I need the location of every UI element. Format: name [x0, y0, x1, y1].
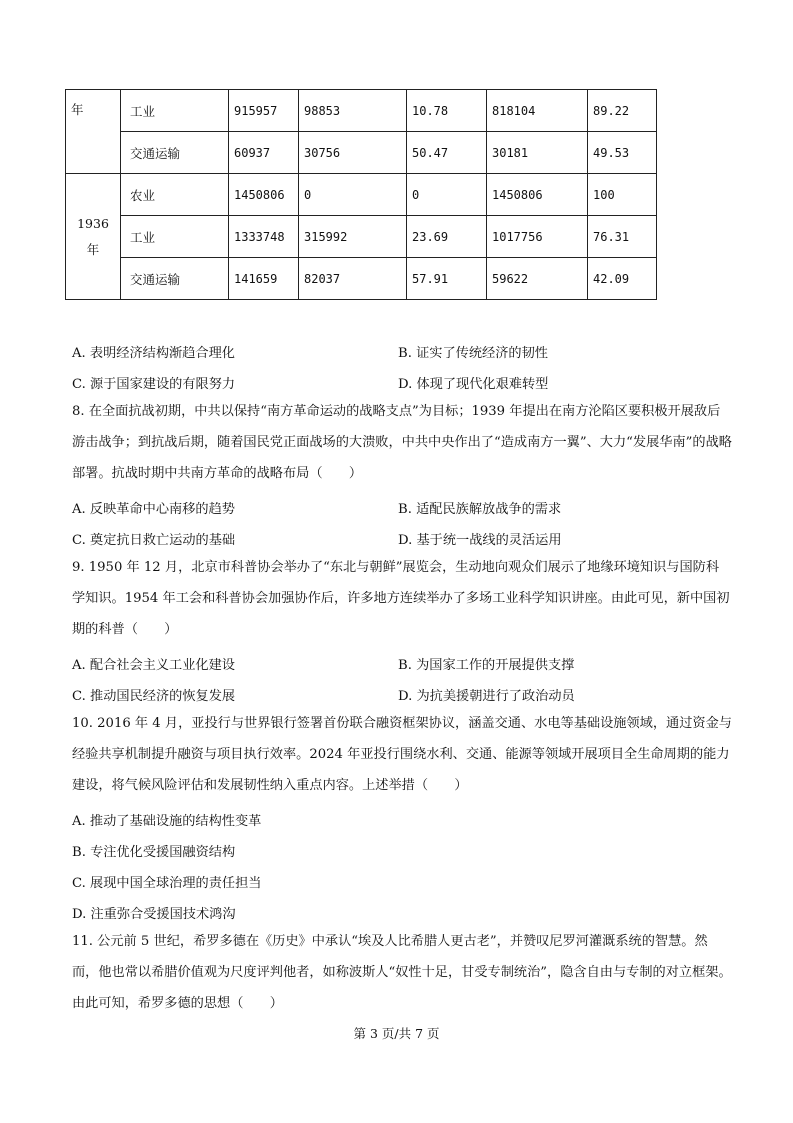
q8-option-a: A. 反映革命中心南移的趋势	[72, 502, 235, 517]
q8-stem: 8. 在全面抗战初期，中共以保持“南方革命运动的战略支点”为目标；1939 年提出在南方沦陷区要积极开展敌后游击战争；到抗战后期，随着国民党正面战场的大溃败，中共中央作出了“造成南方一翼”、大力“发展华南”的战略部署。抗战时期中共南方革命的战略布局（ ）	[72, 404, 732, 481]
q7-option-c: C. 源于国家建设的有限努力	[72, 377, 236, 392]
table-row	[66, 174, 657, 216]
value-cell: 50.47	[407, 132, 487, 174]
value-cell: 89.22	[588, 90, 657, 132]
value-cell: 98853	[299, 90, 407, 132]
page-number-footer: 第 3 页/共 7 页	[353, 1026, 440, 1041]
year-cell: 年	[66, 90, 121, 174]
value-cell: 82037	[299, 258, 407, 300]
q7-option-d: D. 体现了现代化艰难转型	[398, 377, 549, 392]
value-cell: 0	[299, 174, 407, 216]
value-cell: 1017756	[487, 216, 588, 258]
value-cell: 23.69	[407, 216, 487, 258]
q10-option-c: C. 展现中国全球治理的责任担当	[72, 876, 262, 891]
q10-stem: 10. 2016 年 4 月，亚投行与世界银行签署首份联合融资框架协议，涵盖交通、水电等基础设施领域，通过资金与经验共享机制提升融资与项目执行效率。2024 年亚投行围绕水利、交通、能源等领域开展项目全生命周期的能力建设，将气候风险评估和发展韧性纳入重点内容。上述举措（ ）	[72, 716, 732, 793]
value-cell: 1450806	[229, 174, 299, 216]
value-cell: 57.91	[407, 258, 487, 300]
value-cell: 0	[407, 174, 487, 216]
value-cell: 76.31	[588, 216, 657, 258]
value-cell: 10.78	[407, 90, 487, 132]
q8-option-b: B. 适配民族解放战争的需求	[398, 502, 562, 517]
value-cell: 59622	[487, 258, 588, 300]
q11-stem: 11. 公元前 5 世纪，希罗多德在《历史》中承认“埃及人比希腊人更古老”，并赞叹尼罗河灌溉系统的智慧。然而，他也常以希腊价值观为尺度评判他者，如称波斯人“奴性十足，甘受专制统治”，隐含自由与专制的对立框架。由此可知，希罗多德的思想（ ）	[72, 934, 732, 1011]
value-cell: 1333748	[229, 216, 299, 258]
value-cell: 1450806	[487, 174, 588, 216]
table-row	[66, 258, 657, 300]
sector-cell: 交通运输	[121, 258, 229, 300]
value-cell: 42.09	[588, 258, 657, 300]
value-cell: 30181	[487, 132, 588, 174]
q10-option-d: D. 注重弥合受援国技术鸿沟	[72, 907, 236, 922]
q7-option-a: A. 表明经济结构渐趋合理化	[72, 346, 235, 361]
sector-cell: 工业	[121, 90, 229, 132]
q10-option-b: B. 专注优化受援国融资结构	[72, 845, 236, 860]
sector-cell: 交通运输	[121, 132, 229, 174]
value-cell: 100	[588, 174, 657, 216]
q9-option-a: A. 配合社会主义工业化建设	[72, 658, 235, 673]
q9-option-d: D. 为抗美援朝进行了政治动员	[398, 689, 575, 704]
economy-statistics-table	[65, 89, 657, 300]
value-cell: 30756	[299, 132, 407, 174]
q8-option-c: C. 奠定抗日救亡运动的基础	[72, 533, 236, 548]
value-cell: 315992	[299, 216, 407, 258]
q7-option-b: B. 证实了传统经济的韧性	[398, 346, 548, 361]
sector-cell: 工业	[121, 216, 229, 258]
year-label: 1936 年	[77, 215, 109, 257]
value-cell: 49.53	[588, 132, 657, 174]
value-cell: 915957	[229, 90, 299, 132]
year-cell	[66, 174, 121, 300]
q9-option-c: C. 推动国民经济的恢复发展	[72, 689, 236, 704]
table-row	[66, 90, 657, 132]
q8-option-d: D. 基于统一战线的灵活运用	[398, 533, 562, 548]
table-row	[66, 216, 657, 258]
q10-option-a: A. 推动了基础设施的结构性变革	[72, 814, 262, 829]
q9-option-b: B. 为国家工作的开展提供支撑	[398, 658, 575, 673]
q9-stem: 9. 1950 年 12 月，北京市科普协会举办了“东北与朝鲜”展览会，生动地向观众们展示了地缘环境知识与国防科学知识。1954 年工会和科普协会加强协作后，许多地方连续举办了多场工业科学知识讲座。由此可见，新中国初期的科普（ ）	[72, 560, 730, 637]
table-row	[66, 132, 657, 174]
value-cell: 60937	[229, 132, 299, 174]
sector-cell: 农业	[121, 174, 229, 216]
value-cell: 141659	[229, 258, 299, 300]
value-cell: 818104	[487, 90, 588, 132]
